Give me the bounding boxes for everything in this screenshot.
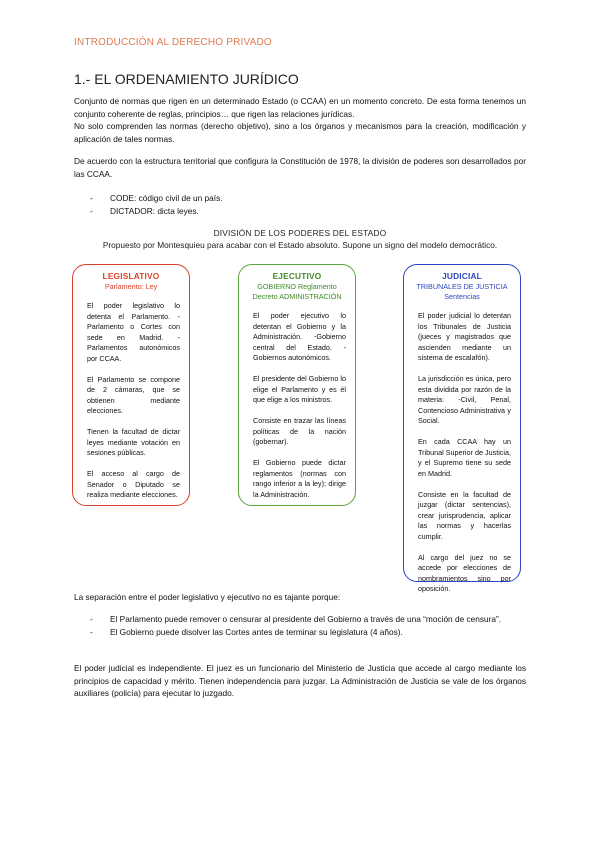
list-item: - DICTADOR: dicta leyes. — [90, 205, 199, 216]
ejecutivo-subtitle-2: Decreto ADMINISTRACIÓN — [252, 292, 342, 301]
division-title: DIVISIÓN DE LOS PODERES DEL ESTADO — [213, 228, 387, 238]
judicial-text: Consiste en la facultad de juzgar (dictar sentencias), crear jurisprudencia, aplicar las normas y hacerlas cumplir. — [418, 489, 511, 541]
list-item: - El Parlamento puede remover o censurar al presidente del Gobierno a través de una “moción de censura”. — [90, 614, 502, 624]
document-header: INTRODUCCIÓN AL DERECHO PRIVADO — [74, 37, 272, 48]
intro-paragraph-2: No solo comprenden las normas (derecho objetivo), sino a los órganos y mecanismos para la creación, modificación y aplicación de tales normas. — [74, 121, 526, 144]
legislativo-text: Tienen la facultad de dictar leyes mediante votación en sesiones públicas. — [87, 427, 180, 457]
judicial-text: Al cargo del juez no se accede por elecciones de nombramientos sino por oposición. — [418, 552, 511, 593]
ejecutivo-box — [238, 264, 356, 506]
ejecutivo-subtitle-1: GOBIERNO Reglamento — [257, 281, 337, 291]
legislativo-box — [72, 264, 190, 506]
ejecutivo-text: El poder ejecutivo lo detentan el Gobierno y la Administración. -Gobierno central del Estado. -Gobiernos autonómicos. — [253, 311, 346, 362]
legislativo-text: El poder legislativo lo detenta el Parlamento. -Parlamento o Cortes con sede en Madrid. -Parlamentos autonómicos por CCAA. — [87, 301, 180, 363]
ejecutivo-body — [253, 311, 346, 511]
ejecutivo-title: EJECUTIVO — [272, 271, 322, 281]
judicial-box — [403, 264, 521, 593]
separation-list — [90, 613, 530, 638]
judicial-text: El poder judicial lo detentan los Tribunales de Justicia (jueces y magistrados que ascienden mediante un sistema de escalafón). — [418, 311, 511, 362]
section-title: 1.- EL ORDENAMIENTO JURÍDICO — [74, 71, 299, 87]
territorial-paragraph: De acuerdo con la estructura territorial que configura la Constitución de 1978, la división de poderes son desarrollados por las CCAA. — [74, 156, 526, 179]
legislativo-subtitle: Parlamento: Ley — [104, 281, 158, 291]
ejecutivo-text: Consiste en trazar las líneas políticas de la nación (gobernar). — [253, 416, 346, 446]
definition-list — [90, 192, 223, 217]
intro-paragraph-1: Conjunto de normas que rigen en un determinado Estado (o CCAA) en un momento concreto. De esta forma tenemos un conjunto coherente de reglas, principios… que rigen las relaciones jurídicas. — [74, 96, 526, 119]
ejecutivo-text: El Gobierno puede dictar reglamentos (normas con rango inferior a la ley); dirige la Administración. — [253, 458, 346, 499]
division-subtitle: Propuesto por Montesquieu para acabar con el Estado absoluto. Supone un signo del modelo democrático. — [102, 240, 498, 250]
judicial-title: JUDICIAL — [442, 271, 482, 281]
legislativo-text: El acceso al cargo de Senador o Diputado se realiza mediante elecciones. — [87, 469, 180, 499]
judicial-body — [418, 311, 511, 605]
judicial-paragraph: El poder judicial es independiente. El juez es un funcionario del Ministerio de Justicia que accede al cargo mediante los principios de capacidad y mérito. Tienen independencia para juzgar. La Administración de Justicia se vale de los órganos auxiliares (policía) para ejecutar lo juzgado. — [74, 663, 526, 699]
legislativo-body — [87, 301, 180, 511]
judicial-subtitle-2: Sentencias — [444, 292, 480, 301]
intro-paragraph — [74, 95, 526, 145]
judicial-subtitle-1: TRIBUNALES DE JUSTICIA — [416, 281, 508, 291]
legislativo-title: LEGISLATIVO — [102, 271, 160, 281]
list-item: - El Gobierno puede disolver las Cortes antes de terminar su legislatura (4 años). — [90, 626, 403, 637]
ejecutivo-text: El presidente del Gobierno lo elige el Parlamento y es él que elige a los ministros. — [253, 374, 346, 404]
judicial-text: La jurisdicción es única, pero esta dividida por razón de la materia: -Civil, Penal, Contencioso Administrativa y Social. — [418, 374, 511, 425]
judicial-text: En cada CCAA hay un Tribunal Superior de Justicia, y el Supremo tiene su sede en Madrid. — [418, 437, 511, 478]
legislativo-text: El Parlamento se compone de 2 cámaras, que se obtienen mediante elecciones. — [87, 374, 180, 415]
separation-paragraph: La separación entre el poder legislativo y ejecutivo no es tajante porque: — [74, 592, 341, 602]
list-item: - CODE: código civil de un país. — [90, 193, 223, 203]
